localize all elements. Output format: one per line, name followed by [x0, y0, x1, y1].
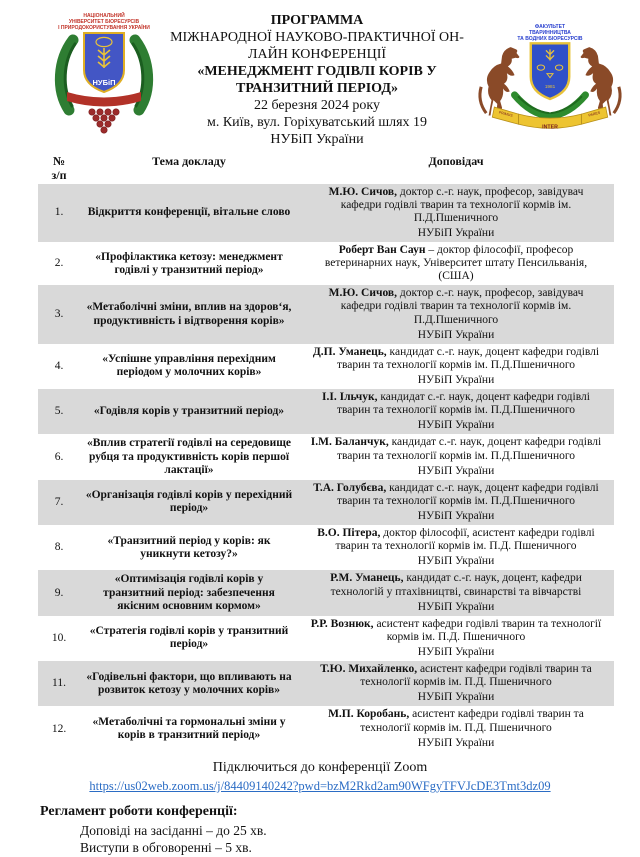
speaker-info: Роберт Ван Саун – доктор філософії, професор ветеринарних наук, Університет штату Пенсильванія, (США) [324, 244, 588, 283]
row-number: 5. [54, 405, 64, 418]
speaker-organization: НУБіП України [417, 226, 495, 239]
table-row [38, 285, 614, 343]
column-header-number: № з/п [51, 154, 67, 182]
speaker-organization: НУБіП України [417, 464, 495, 477]
zoom-link-row [0, 779, 640, 794]
svg-text:ТА ВОДНИХ БІОРЕСУРСІВ: ТА ВОДНИХ БІОРЕСУРСІВ [517, 36, 583, 43]
zoom-heading: Підключиться до конференції Zoom [212, 759, 428, 775]
speaker-info: Р.М. Уманець, кандидат с.-г. наук, доцент, кафедри технологій у птахівництві, свинарстві та вівчарстві НУБіП України [298, 570, 614, 615]
university-name-arc [58, 11, 150, 31]
title-line: 22 березня 2024 року [253, 98, 381, 113]
talk-topic: «Профілактика кетозу: менеджмент годівлі у транзитний період» [95, 250, 283, 276]
title-block [166, 8, 468, 148]
faculty-logo [468, 20, 632, 133]
svg-text:УНІВЕРСИТЕТ БІОРЕСУРСІВ: УНІВЕРСИТЕТ БІОРЕСУРСІВ [68, 19, 140, 25]
table-row [38, 184, 614, 242]
speaker-name: М.Ю. Сичов, [328, 185, 400, 198]
talk-topic: «Метаболічні та гормональні зміни у корів в транзитний період» [92, 715, 286, 742]
table-row [38, 706, 614, 751]
svg-text:І ПРИРОДОКОРИСТУВАННЯ УКРАЇНИ: І ПРИРОДОКОРИСТУВАННЯ УКРАЇНИ [58, 25, 150, 31]
talk-topic: «Оптимізація годівлі корів у транзитний період: забезпечення якісним основним кормом» [103, 573, 275, 612]
speaker-name: І.І. Ільчук, [322, 391, 381, 404]
table-row [38, 242, 614, 285]
row-number: 10. [51, 631, 67, 644]
speaker-name: Р.Р. Вознюк, [310, 617, 377, 630]
reglament-title: Регламент роботи конференції: [40, 803, 238, 819]
table-header-row [38, 154, 614, 184]
speaker-organization: НУБіП України [417, 374, 495, 387]
table-row [38, 344, 614, 389]
row-number: 12. [51, 722, 67, 735]
speaker-name: В.О. Пітера, [317, 527, 384, 540]
svg-text:ТВАРИННИЦТВА: ТВАРИННИЦТВА [529, 30, 571, 37]
title-line: ЛАЙН КОНФЕРЕНЦІЇ [247, 47, 387, 62]
table-row [38, 525, 614, 570]
title-line: «МЕНЕДЖМЕНТ ГОДІВЛІ КОРІВ У [197, 64, 437, 79]
svg-text:ФАКУЛЬТЕТ: ФАКУЛЬТЕТ [534, 24, 566, 31]
svg-text:PARES: PARES [587, 110, 601, 118]
speaker-info: Т.Ю. Михайленко, асистент кафедри годівлі тварин та технології кормів ім. П.Д. Пшеничного НУБіП України [298, 661, 614, 706]
column-header-topic: Тема докладу [152, 154, 226, 168]
svg-text:НАЦІОНАЛЬНИЙ: НАЦІОНАЛЬНИЙ [83, 13, 125, 19]
row-number: 1. [54, 206, 64, 219]
grape-cluster-icon [89, 109, 119, 133]
table-row [38, 570, 614, 615]
speaker-info: В.О. Пітера, доктор філософії, асистент кафедри годівлі тварин та технології кормів ім. П.Д. Пшеничного НУБіП України [298, 525, 614, 570]
talk-topic: «Організація годівлі корів у перехідний період» [85, 489, 293, 515]
speaker-organization: НУБіП України [417, 691, 495, 704]
talk-topic: «Годівля корів у транзитний період» [93, 405, 285, 418]
speaker-info: М.П. Коробань, асистент кафедри годівлі тварин та технології кормів ім. П.Д. Пшеничного НУБіП України [298, 706, 614, 751]
speaker-name: І.М. Баланчук, [310, 436, 392, 449]
program-table [38, 154, 614, 752]
row-number: 7. [54, 495, 64, 508]
speaker-name: Т.А. Голубєва, [313, 481, 390, 494]
motto-ribbon-icon [492, 107, 607, 130]
speaker-info: І.І. Ільчук, кандидат с.-г. наук, доцент кафедри годівлі тварин та технології кормів ім. П.Д.Пшеничного НУБіП України [298, 389, 614, 434]
zoom-meeting-link[interactable]: https://us02web.zoom.us/j/84409140242?pwd=bzM2Rkd2am90WFgyTFVJcDE3Tmt3dz09 [89, 778, 551, 793]
talk-topic: «Стратегія годівлі корів у транзитний період» [89, 625, 289, 651]
row-number: 6. [54, 450, 64, 463]
table-row [38, 389, 614, 434]
talk-topic: Відкриття конференції, вітальне слово [87, 206, 291, 219]
speaker-name: Д.П. Уманець, [312, 345, 390, 358]
speaker-info: Д.П. Уманець, кандидат с.-г. наук, доцент кафедри годівлі тварин та технології кормів ім. П.Д.Пшеничного НУБіП України [298, 344, 614, 389]
table-row [38, 434, 614, 479]
speaker-name: Роберт Ван Саун [338, 244, 429, 257]
reglament-item: Виступи в обговоренні – 5 хв. [80, 840, 252, 856]
title-line: м. Київ, вул. Горіхуватський шлях 19 [206, 115, 428, 130]
speaker-organization: НУБіП України [417, 736, 495, 749]
talk-topic: «Вплив стратегії годівлі на середовище рубця та продуктивність корів першої лактації» [86, 437, 292, 476]
talk-topic: «Транзитний період у корів: як уникнути кетозу?» [107, 534, 271, 560]
talk-topic: «Успішне управління перехідним періодом у молочних корів» [102, 353, 276, 379]
footer [0, 760, 640, 857]
horse-right-icon [581, 47, 620, 115]
table-row [38, 616, 614, 661]
svg-text:PRIMUS: PRIMUS [498, 110, 514, 118]
speaker-organization: НУБіП України [417, 419, 495, 432]
row-number: 3. [54, 308, 64, 321]
speaker-organization: НУБіП України [417, 600, 495, 613]
title-line: ТРАНЗИТНИЙ ПЕРІОД» [236, 81, 398, 96]
reglament-list [0, 822, 640, 857]
speaker-info: Т.А. Голубєва, кандидат с.-г. наук, доцент кафедри годівлі тварин та технології кормів ім. П.Д.Пшеничного НУБіП України [298, 480, 614, 525]
faculty-shield-icon [531, 43, 569, 99]
talk-topic: «Годівельні фактори, що впливають на розвиток кетозу у молочних корів» [86, 670, 292, 696]
speaker-info: М.Ю. Сичов, доктор с.-г. наук, професор, завідувач кафедри годівлі тварин та технології кормів ім. П.Д.Пшеничного НУБіП України [298, 184, 614, 242]
speaker-name: М.Ю. Сичов, [328, 287, 400, 300]
reglament-item: Доповіді на засіданні – до 25 хв. [80, 822, 267, 838]
title-line: МІЖНАРОДНОЇ НАУКОВО-ПРАКТИЧНОЇ ОН- [170, 30, 464, 45]
horse-left-icon [480, 47, 519, 115]
shield-label: НУБіП [92, 78, 116, 87]
speaker-organization: НУБіП України [417, 328, 495, 341]
table-row [38, 661, 614, 706]
table-row [38, 480, 614, 525]
title-line: НУБіП України [270, 132, 364, 147]
speaker-name: Т.Ю. Михайленко, [320, 663, 420, 676]
speaker-info: Р.Р. Вознюк, асистент кафедри годівлі тварин та технології кормів ім. П.Д. Пшеничного НУБіП України [298, 616, 614, 661]
faculty-name-arc [517, 24, 583, 42]
nubip-university-logo [42, 8, 166, 136]
row-number: 8. [54, 541, 64, 554]
speaker-name: Р.М. Уманець, [330, 572, 407, 585]
row-number: 11. [52, 677, 66, 690]
row-number: 4. [54, 359, 64, 372]
row-number: 9. [54, 586, 64, 599]
speaker-organization: НУБіП України [417, 555, 495, 568]
shield-icon [84, 33, 124, 92]
talk-topic: «Метаболічні зміни, вплив на здоров‘я, продуктивність і відтворення корів» [86, 301, 292, 327]
header [0, 0, 640, 148]
founding-year: 1981 [544, 83, 556, 89]
row-number: 2. [54, 257, 64, 270]
ribbon-icon [67, 92, 141, 107]
column-header-speaker: Доповідач [428, 154, 484, 168]
title-line: ПРОГРАММА [270, 13, 364, 28]
speaker-name: М.П. Коробань, [328, 708, 413, 721]
speaker-organization: НУБіП України [417, 510, 495, 522]
speaker-organization: НУБіП України [417, 645, 495, 658]
speaker-info: М.Ю. Сичов, доктор с.-г. наук, професор, завідувач кафедри годівлі тварин та технології кормів ім. П.Д.Пшеничного НУБіП України [298, 285, 614, 343]
svg-text:INTER: INTER [542, 124, 558, 131]
speaker-info: І.М. Баланчук, кандидат с.-г. наук, доцент кафедри годівлі тварин та технології кормів ім. П.Д.Пшеничного НУБіП України [298, 434, 614, 479]
